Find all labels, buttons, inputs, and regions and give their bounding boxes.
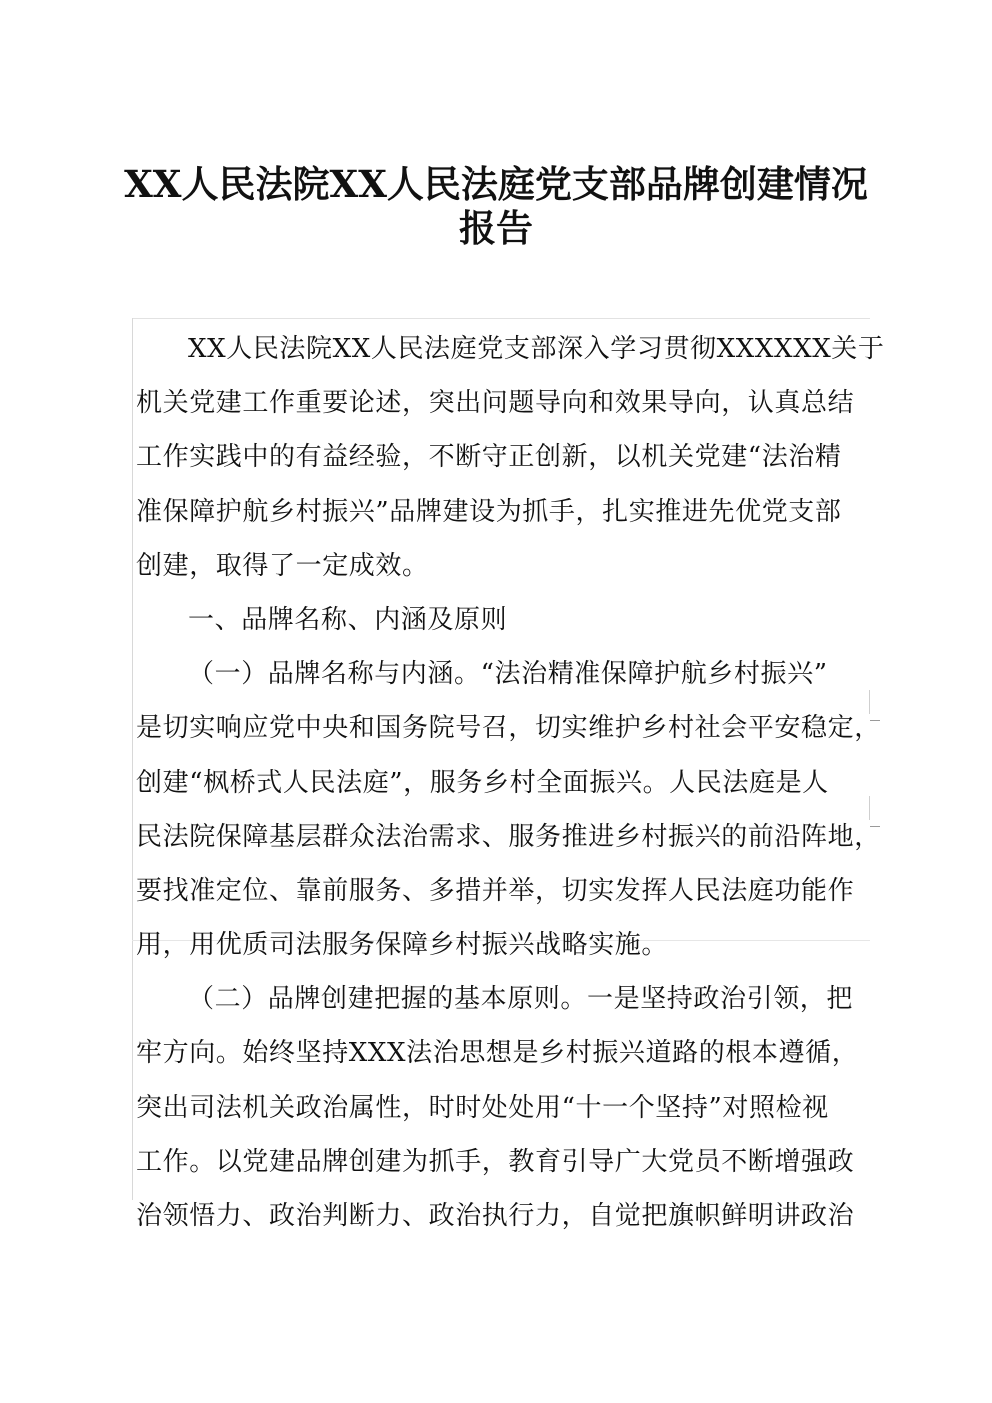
paragraph-brand-meaning-line: 要找准定位、靠前服务、多措并举，切实发挥人民法庭功能作: [136, 875, 855, 906]
paragraph-intro-line: 准保障护航乡村振兴”品牌建设为抓手，扎实推进先优党支部: [136, 496, 842, 527]
paragraph-intro-line: 机关党建工作重要论述，突出问题导向和效果导向，认真总结: [136, 388, 855, 419]
page-frame-top-rule: [132, 318, 870, 319]
paragraph-principles-line: （二）品牌创建把握的基本原则。一是坚持政治引领，把: [188, 984, 854, 1015]
paragraph-principles-line: 工作。以党建品牌创建为抓手，教育引导广大党员不断增强政: [136, 1146, 855, 1177]
section-heading: 一、品牌名称、内涵及原则: [188, 604, 508, 635]
margin-tick-mark: [869, 690, 870, 714]
paragraph-brand-meaning-line: 创建“枫桥式人民法庭”，服务乡村全面振兴。人民法庭是人: [136, 767, 829, 798]
paragraph-brand-meaning-line: （一）品牌名称与内涵。“法治精准保障护航乡村振兴”: [188, 659, 828, 690]
document-body: [136, 322, 885, 1243]
paragraph-intro-line: 创建，取得了一定成效。: [136, 550, 429, 581]
document-title-line-1: XX人民法院XX人民法庭党支部品牌创建情况: [124, 162, 868, 206]
paragraph-principles-line: 治领悟力、政治判断力、政治执行力，自觉把旗帜鲜明讲政治: [136, 1201, 855, 1231]
paragraph-brand-meaning-line: 是切实响应党中央和国务院号召，切实维护乡村社会平安稳定，: [136, 713, 881, 744]
paragraph-brand-meaning-line: 用，用优质司法服务保障乡村振兴战略实施。: [136, 930, 669, 961]
paragraph-intro-line: 工作实践中的有益经验，不断守正创新，以机关党建“法治精: [136, 442, 842, 473]
paragraph-intro-line: XX人民法院XX人民法庭党支部深入学习贯彻XXXXXX关于: [188, 334, 885, 364]
document-title-line-2: 报告: [459, 206, 533, 250]
page-frame-left-rule: [132, 318, 133, 1200]
margin-tick-mark: [869, 796, 870, 820]
paragraph-principles-line: 牢方向。始终坚持XXX法治思想是乡村振兴道路的根本遵循，: [136, 1038, 859, 1069]
paragraph-principles-line: 突出司法机关政治属性，时时处处用“十一个坚持”对照检视: [136, 1092, 829, 1123]
paragraph-brand-meaning-line: 民法院保障基层群众法治需求、服务推进乡村振兴的前沿阵地，: [136, 821, 881, 852]
